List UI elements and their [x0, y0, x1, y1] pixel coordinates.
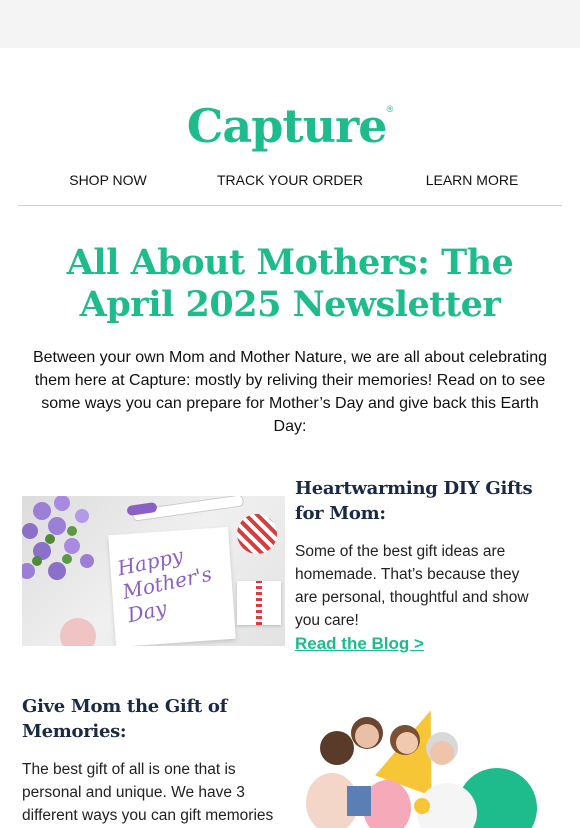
read-blog-link[interactable]: Read the Blog >	[295, 634, 424, 653]
pink-candle-icon	[60, 618, 96, 646]
registered-mark: ®	[386, 104, 394, 114]
diy-gifts-title: Heartwarming DIY Gifts for Mom:	[295, 478, 533, 524]
nav-learn-more[interactable]: LEARN MORE	[425, 172, 519, 188]
family-illustration-icon	[287, 708, 550, 828]
section-diy-gifts	[22, 476, 562, 654]
brand-logo: Capture	[186, 99, 387, 153]
gift-memories-text	[22, 694, 277, 828]
gift-box-icon	[237, 581, 281, 625]
nav-shop-now[interactable]: SHOP NOW	[69, 172, 147, 188]
top-navigation	[18, 163, 562, 206]
header-logo[interactable]	[0, 48, 580, 156]
diy-gifts-body: Some of the best gift ideas are homemade. That’s because they are personal, thoughtful and show you care!	[295, 543, 529, 629]
intro-paragraph: Between your own Mom and Mother Nature, we are all about celebrating them here at Capture: mostly by reliving their memories! Read on to see some ways you can prepare for Mother’s Day and give back this Earth Day:	[32, 349, 548, 435]
flower-pot-icon	[22, 496, 112, 611]
mothers-day-card-image[interactable]	[22, 496, 285, 646]
preheader-bar	[0, 0, 580, 48]
nav-track-order[interactable]: TRACK YOUR ORDER	[217, 172, 363, 188]
greeting-card	[108, 527, 236, 646]
section-gift-memories	[22, 694, 562, 828]
gift-memories-body: The best gift of all is one that is personal and unique. We have 3 different ways you can gift memories	[22, 761, 274, 824]
newsletter-headline: All About Mothers: The April 2025 Newsletter	[66, 242, 514, 325]
twine-spool-icon	[237, 514, 277, 554]
gift-memories-title: Give Mom the Gift of Memories:	[22, 696, 228, 742]
diy-gifts-text	[295, 476, 535, 654]
family-photo-image[interactable]	[287, 708, 550, 828]
card-message: Happy Mother's Day	[115, 543, 214, 628]
